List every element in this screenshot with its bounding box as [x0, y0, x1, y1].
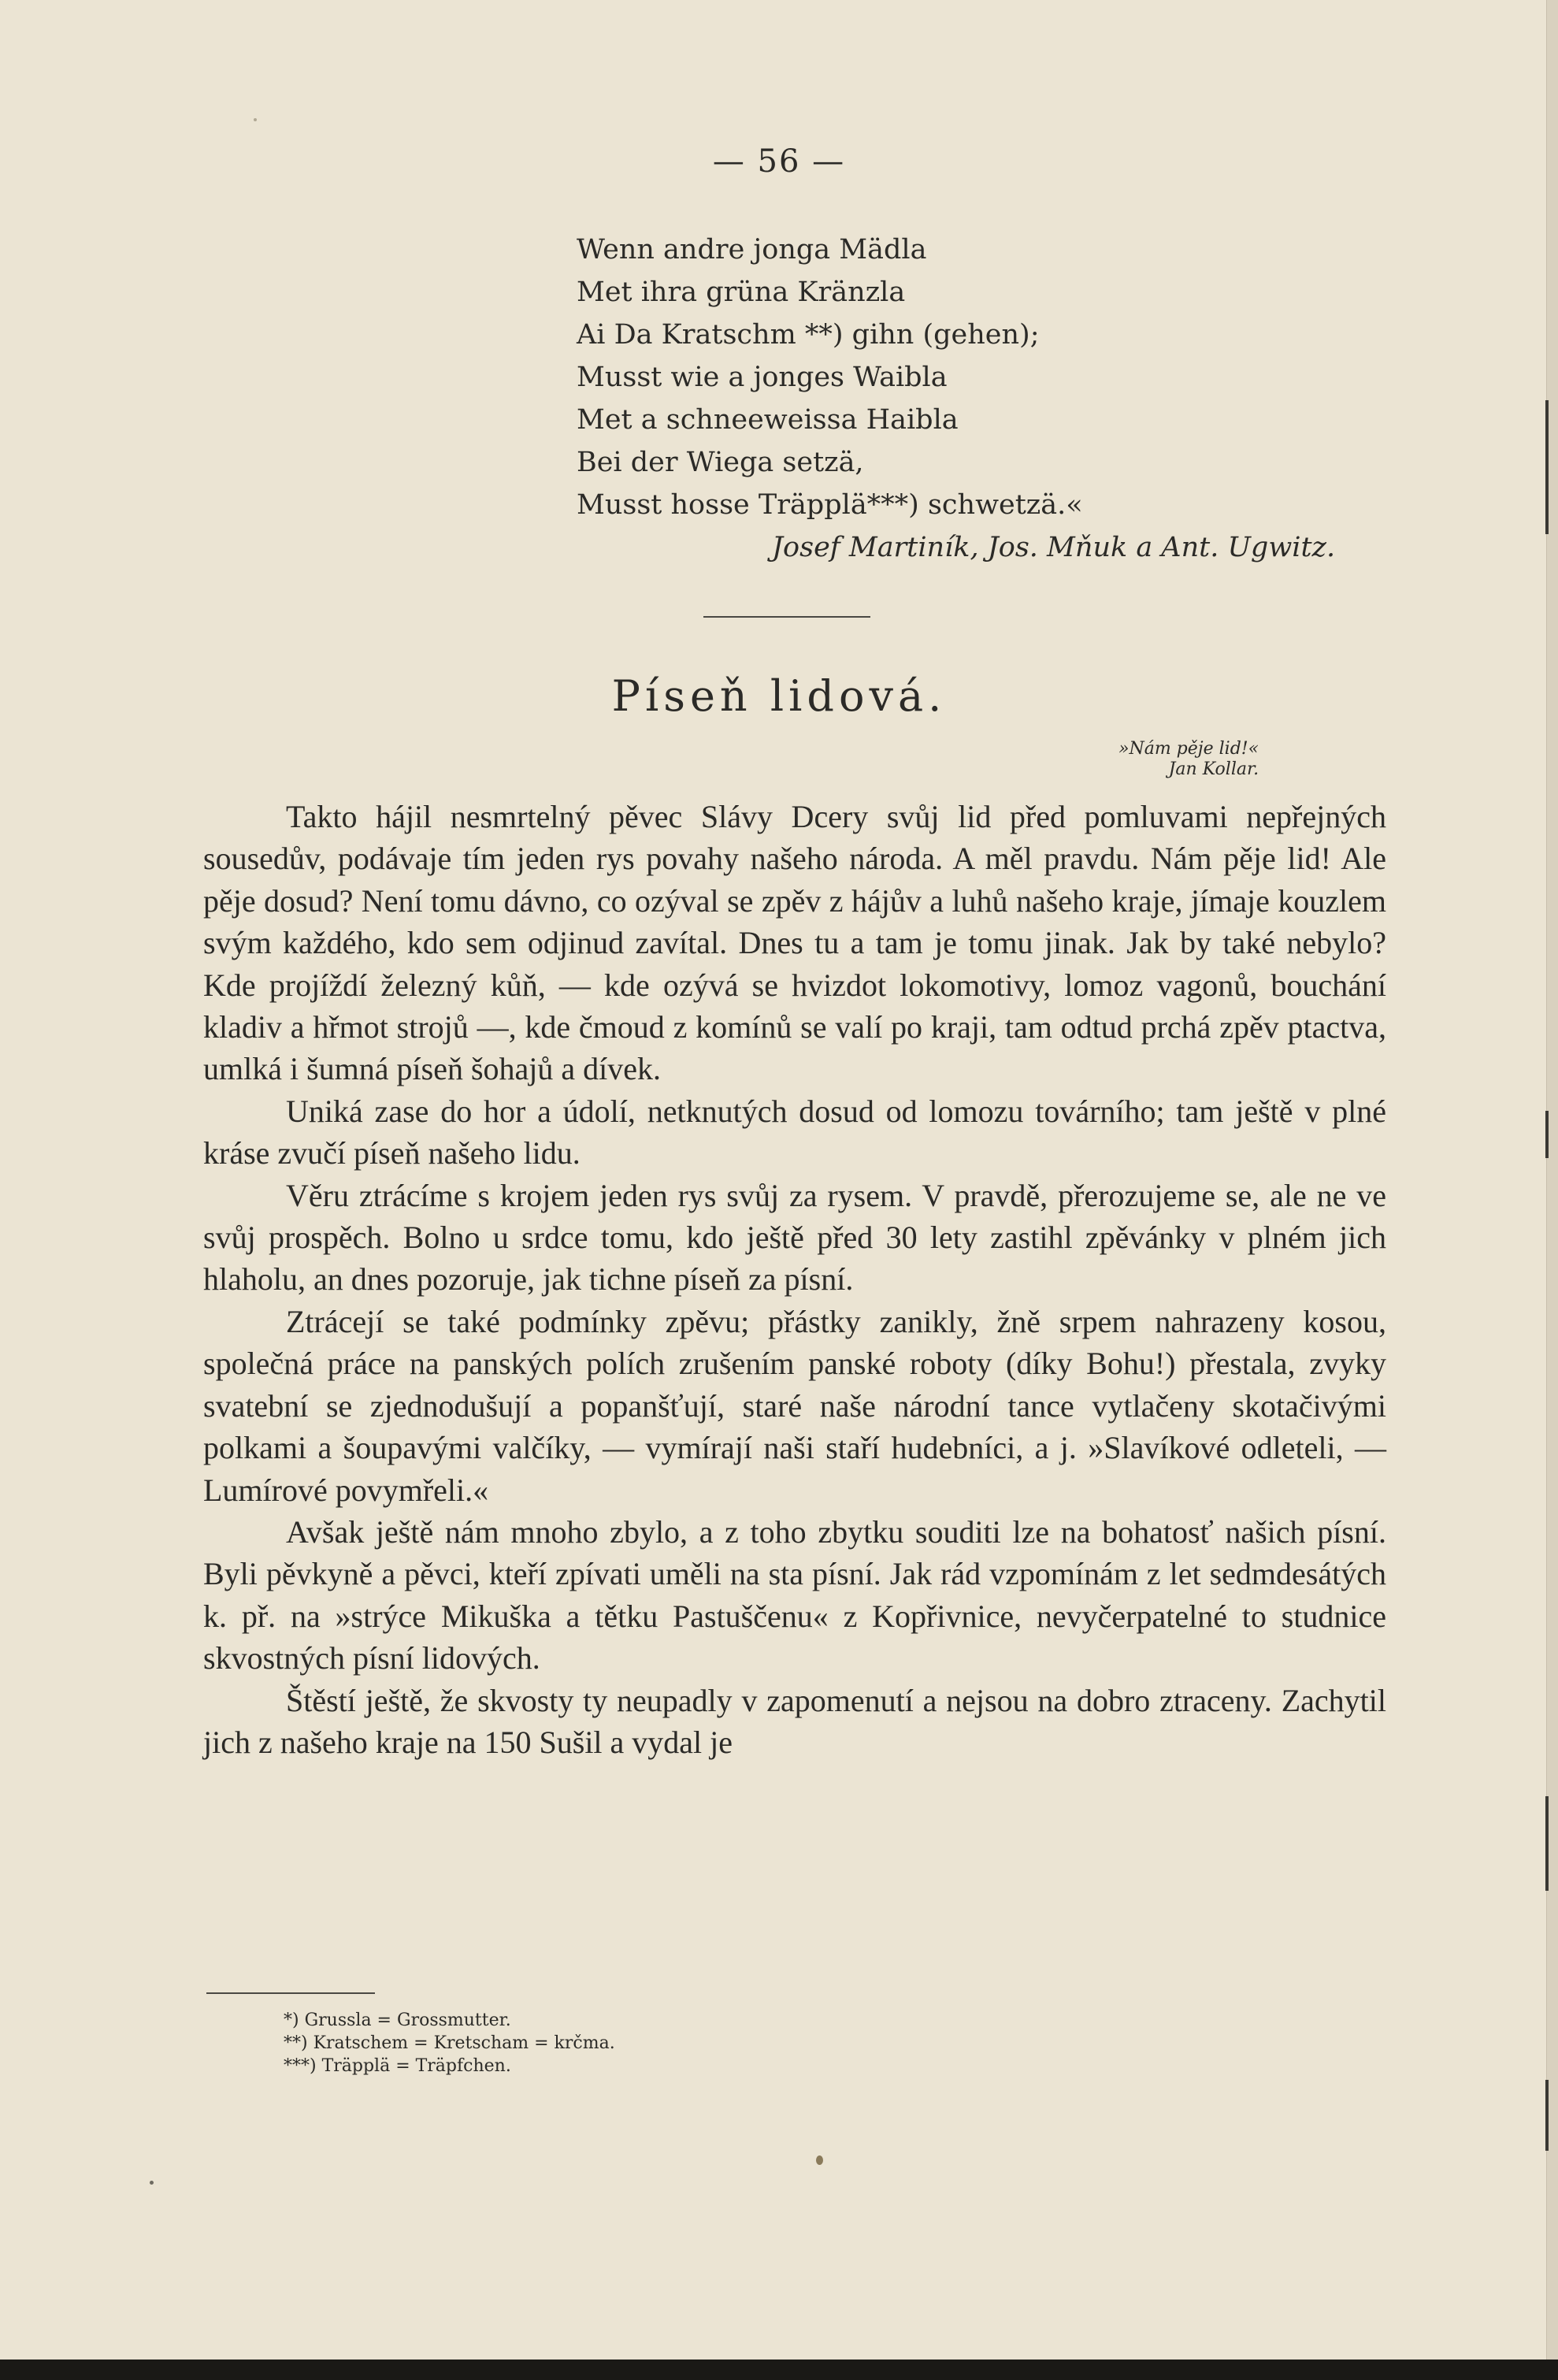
section-title: Píseň lidová. [611, 671, 947, 721]
paragraph: Takto hájil nesmrtelný pěvec Slávy Dcery svůj lid před pomluvami nepřejných sousedův, podávaje tím jeden rys povahy našeho národa. A měl pravdu. Nám pěje lid! Ale pěje dosud? Není tomu dávno, co ozýval se zpěv z hájův a luhů našeho kraje, jímaje kouzlem svým každého, kdo sem odjinud zavítal. Dnes tu a tam je tomu jinak. Jak by také nebylo? Kde projíždí železný kůň, — kde ozývá se hvizdot lokomotivy, lomoz vagonů, bouchání kladiv a hřmot strojů —, kde čmoud z komínů se valí po kraji, tam odtud prchá zpěv ptactva, umlká i šumná píseň šohajů a dívek. [203, 799, 1386, 1087]
paragraph: Věru ztrácíme s krojem jeden rys svůj za rysem. V pravdě, přerozujeme se, ale ne ve svůj prospěch. Bolno u srdce tomu, kdo ještě před 30 lety zastihl zpěvánky v plném jich hlaholu, an dnes pozoruje, jak tichne píseň za písní. [203, 1177, 1386, 1298]
edge-mark [1545, 400, 1549, 534]
edge-mark [1545, 1111, 1549, 1158]
poem-line: Wenn andre jonga Mädla [577, 234, 927, 265]
poem-line: Met a schneeweissa Haibla [577, 404, 959, 436]
paragraph: Štěstí ještě, že skvosty ty neupadly v zapomenutí a nejsou na dobro ztraceny. Zachytil jich z našeho kraje na 150 Sušil a vydal je [203, 1682, 1386, 1760]
paragraph: Avšak ještě nám mnoho zbylo, a z toho zbytku souditi lze na bohatosť našich písní. Byli pěvkyně a pěvci, kteří zpívati uměli na sta písní. Jak rád vzpomínám z let sedmdesátých k. př. na »strýce Mikuška a tětku Pastuščenu« z Kopřivnice, nevyčerpatelné to studnice skvostných písní lidových. [203, 1513, 1386, 1676]
page-number: — 56 — [712, 143, 846, 180]
paper-speck [150, 2181, 154, 2185]
page-edge [1546, 0, 1558, 2380]
poem-line: Met ihra grüna Kränzla [577, 277, 906, 308]
footnote: ***) Träpplä = Träpfchen. [284, 2056, 511, 2076]
paper-speck [254, 118, 257, 121]
poem-signature: Josef Martiník, Jos. Mňuk a Ant. Ugwitz. [772, 532, 1336, 563]
footnote-rule [206, 1992, 375, 1994]
footnote: **) Kratschem = Kretscham = krčma. [284, 2033, 615, 2053]
edge-mark [1545, 1796, 1549, 1891]
poem-line: Ai Da Kratschm **) gihn (gehen); [577, 319, 1040, 351]
body-text [203, 796, 1386, 1763]
paragraph: Uniká zase do hor a údolí, netknutých dosud od lomozu továrního; tam ještě v plné kráse zvučí píseň našeho lidu. [203, 1093, 1386, 1171]
dialect-poem [577, 228, 1083, 526]
footnotes [284, 2009, 615, 2077]
footnote: *) Grussla = Grossmutter. [284, 2011, 511, 2030]
paper-speck [816, 2155, 823, 2165]
motto-author: Jan Kollar. [1168, 759, 1259, 779]
motto-quote: »Nám pěje lid!« [1118, 739, 1259, 759]
paragraph: Ztrácejí se také podmínky zpěvu; přástky zanikly, žně srpem nahrazeny kosou, společná práce na panských polích zrušením panské roboty (díky Bohu!) přestala, zvyky svatební se zjednodušují a popanšťují, staré naše národní tance vytlačeny skotačivými polkami a šoupavými valčíky, — vymírají naši staří hudebníci, a j. »Slavíkové odleteli, — Lumírové povymřeli.« [203, 1303, 1386, 1508]
motto [1118, 739, 1259, 780]
section-separator [703, 616, 870, 618]
scan-border [0, 2360, 1558, 2380]
poem-line: Musst wie a jonges Waibla [577, 362, 948, 393]
edge-mark [1545, 2080, 1549, 2151]
poem-line: Bei der Wiega setzä, [577, 447, 864, 478]
poem-line: Musst hosse Träpplä***) schwetzä.« [577, 489, 1083, 521]
